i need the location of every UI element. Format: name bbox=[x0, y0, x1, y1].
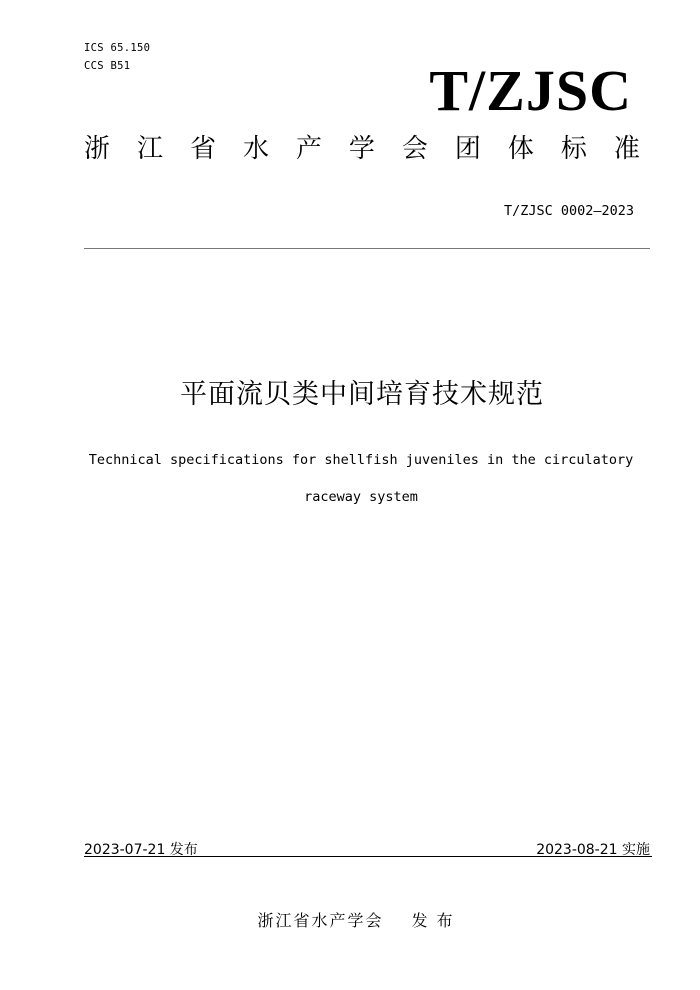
publisher-name: 浙江省水产学会 bbox=[257, 911, 384, 930]
publisher-line bbox=[0, 908, 700, 931]
org-title-char: 浙 bbox=[84, 134, 111, 164]
organization-standard-title bbox=[84, 136, 640, 162]
english-title-line-1: Technical specifications for shellfish juveniles in the circulatory bbox=[88, 452, 634, 468]
ccs-code: CCS B51 bbox=[84, 60, 131, 72]
org-title-char: 产 bbox=[295, 134, 322, 164]
org-title-char: 江 bbox=[136, 134, 163, 164]
org-title-char: 学 bbox=[348, 134, 375, 164]
english-title-line-2: raceway system bbox=[304, 489, 418, 505]
publisher-action: 发 布 bbox=[411, 911, 455, 930]
implement-date: 2023-08-21 实施 bbox=[536, 842, 650, 858]
org-title-char: 水 bbox=[242, 134, 269, 164]
footer-divider bbox=[84, 856, 652, 857]
chinese-title: 平面流贝类中间培育技术规范 bbox=[180, 379, 544, 410]
standard-number: T/ZJSC 0002—2023 bbox=[503, 203, 634, 219]
org-title-char: 标 bbox=[560, 134, 587, 164]
ics-code: ICS 65.150 bbox=[84, 42, 151, 54]
org-title-char: 体 bbox=[507, 134, 534, 164]
publish-date: 2023-07-21 发布 bbox=[84, 842, 198, 858]
org-title-char: 会 bbox=[401, 134, 428, 164]
header-divider bbox=[84, 248, 650, 249]
standard-logo: T/ZJSC bbox=[429, 58, 632, 123]
org-title-char: 团 bbox=[454, 134, 481, 164]
org-title-char: 省 bbox=[189, 134, 216, 164]
org-title-char: 准 bbox=[613, 134, 640, 164]
